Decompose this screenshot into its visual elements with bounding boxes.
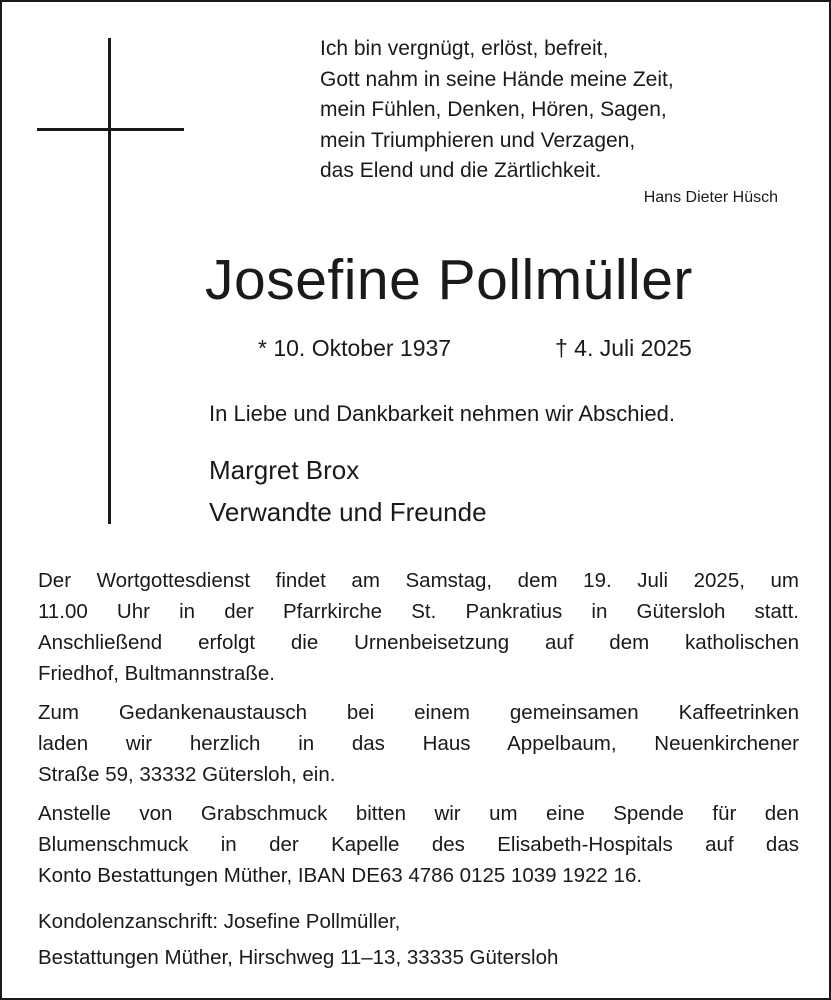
deceased-name: Josefine Pollmüller	[205, 248, 693, 312]
paragraph-line: Der Wortgottesdienst findet am Samstag, dem 19. Juli 2025, um	[38, 569, 799, 592]
cross-vertical-bar	[108, 38, 111, 524]
poem-line: Gott nahm in seine Hände meine Zeit,	[320, 67, 674, 91]
paragraph-line: Konto Bestattungen Müther, IBAN DE63 4786 0125 1039 1922 16.	[38, 864, 643, 887]
mourners-list	[209, 449, 769, 533]
paragraph-line: laden wir herzlich in das Haus Appelbaum, Neuenkirchener	[38, 732, 799, 755]
service-details	[38, 565, 799, 899]
farewell-text: In Liebe und Dankbarkeit nehmen wir Abschied.	[209, 401, 675, 426]
service-paragraph	[38, 565, 799, 689]
paragraph-line: Friedhof, Bultmannstraße.	[38, 662, 275, 685]
paragraph-line: Anschließend erfolgt die Urnenbeisetzung auf dem katholischen	[38, 631, 799, 654]
paragraph-line: 11.00 Uhr in der Pfarrkirche St. Pankratius in Gütersloh statt.	[38, 600, 799, 623]
paragraph-line: Anstelle von Grabschmuck bitten wir um eine Spende für den	[38, 802, 799, 825]
poem-line: das Elend und die Zärtlichkeit.	[320, 159, 602, 182]
poem-line: Ich bin vergnügt, erlöst, befreit,	[320, 37, 609, 60]
condolence-address	[38, 904, 798, 976]
donation-paragraph	[38, 798, 799, 891]
paragraph-line: Straße 59, 33332 Gütersloh, ein.	[38, 763, 336, 786]
mourner-name: Margret Brox	[209, 455, 360, 485]
poem	[320, 34, 790, 187]
mourner-name: Verwandte und Freunde	[209, 497, 487, 527]
death-date: † 4. Juli 2025	[555, 335, 692, 361]
reception-paragraph	[38, 697, 799, 790]
cross-horizontal-bar	[37, 128, 184, 131]
birth-date: * 10. Oktober 1937	[258, 335, 452, 361]
poem-line: mein Fühlen, Denken, Hören, Sagen,	[320, 98, 667, 121]
poem-author: Hans Dieter Hüsch	[643, 189, 778, 206]
paragraph-line: Blumenschmuck in der Kapelle des Elisabeth-Hospitals auf das	[38, 833, 799, 856]
paragraph-line: Zum Gedankenaustausch bei einem gemeinsamen Kaffeetrinken	[38, 701, 799, 724]
address-line: Bestattungen Müther, Hirschweg 11–13, 33335 Gütersloh	[38, 946, 559, 969]
poem-line: mein Triumphieren und Verzagen,	[320, 128, 636, 152]
address-line: Kondolenzanschrift: Josefine Pollmüller,	[38, 910, 401, 933]
